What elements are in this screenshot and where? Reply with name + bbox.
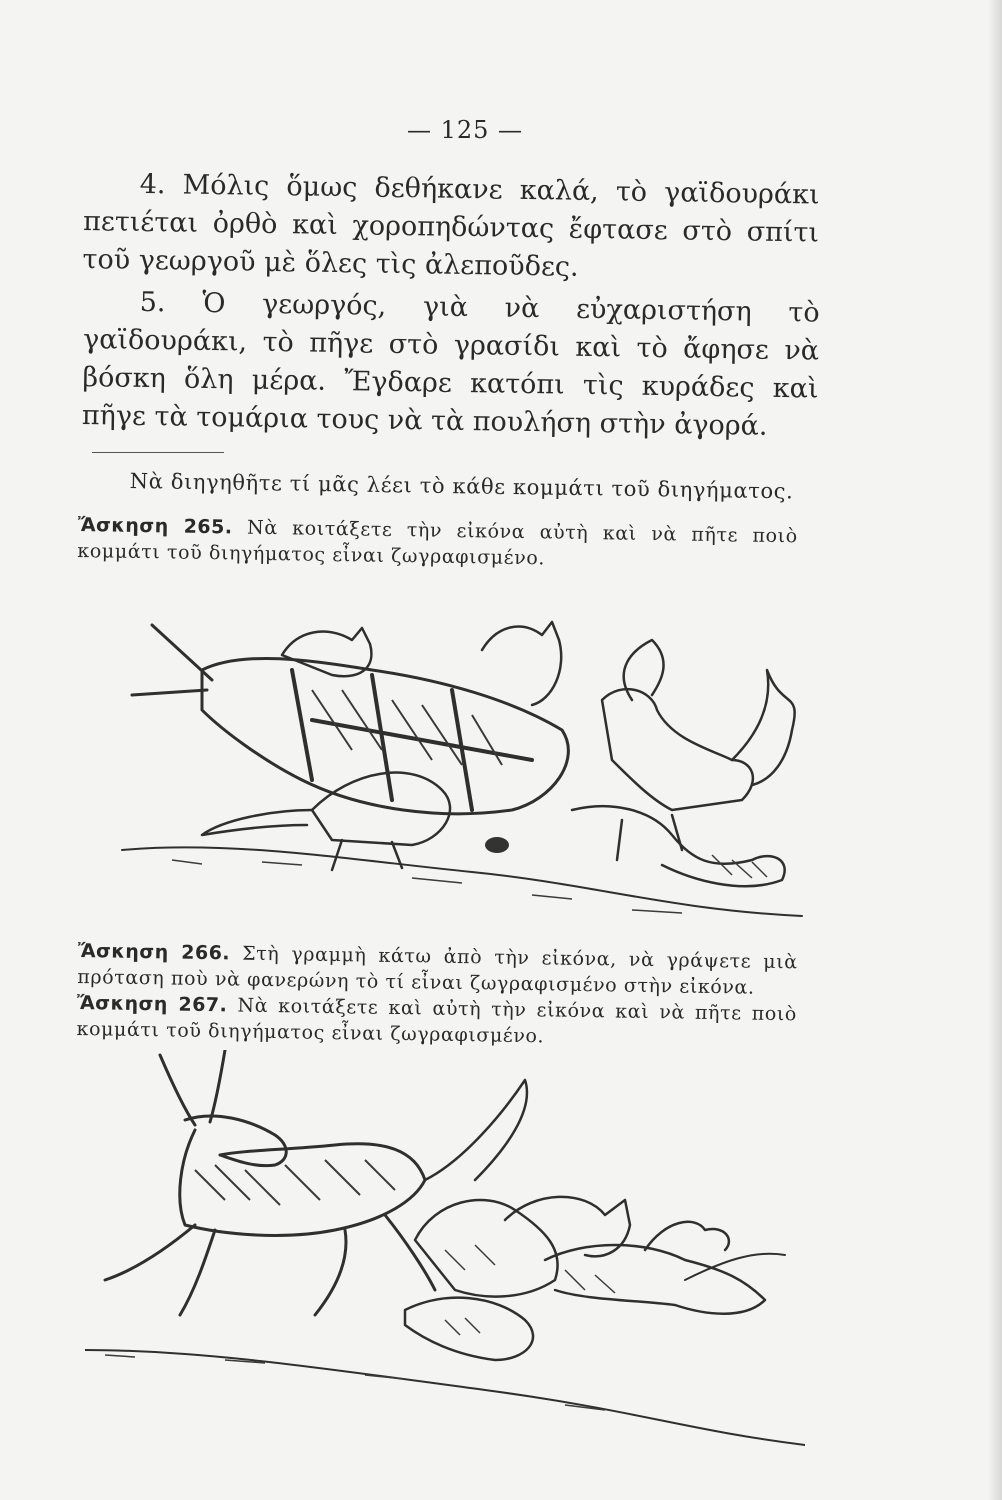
exercise-265 <box>77 512 798 575</box>
page-number: — 125 — <box>406 116 524 144</box>
exercise-265-text: Νὰ κοιτάξετε τὴν εἰκόνα αὐτὴ καὶ νὰ πῆτε ποιὸ κομμάτι τοῦ διηγήματος εἶναι ζωγραφισμένο. <box>77 516 798 570</box>
exercise-266-label: Ἄσκηση 266. <box>77 939 231 965</box>
paragraph-5 <box>82 283 820 447</box>
donkey-lying-with-foxes-illustration <box>112 610 812 930</box>
donkey-running-dragging-foxes-illustration <box>85 1050 805 1470</box>
retell-instruction: Νὰ διηγηθῆτε τί μᾶς λέει τὸ κάθε κομμάτι τοῦ διηγήματος. <box>129 468 794 504</box>
exercise-265-label: Ἄσκηση 265. <box>77 513 233 539</box>
page-edge-shadow <box>988 0 1002 1500</box>
exercise-267-text: Νὰ κοιτάξετε καὶ αὐτὴ τὴν εἰκόνα καὶ νὰ πῆτε ποιὸ κομμάτι τοῦ διηγήματος εἶναι ζωγραφισμένο. <box>76 994 798 1048</box>
paragraph-4 <box>82 165 820 291</box>
exercise-266-text: Στὴ γραμμὴ κάτω ἀπὸ τὴν εἰκόνα, νὰ γράψετε μιὰ πρόταση ποὺ νὰ φανερώνη τὸ τί εἶναι ζωγραφισμένο στὴν εἰκόνα. <box>77 942 798 999</box>
exercises-266-267 <box>76 938 798 1053</box>
exercise-267-label: Ἄσκηση 267. <box>76 991 228 1017</box>
section-divider <box>92 452 224 453</box>
paragraph-5-text: 5. Ὁ γεωργός, γιὰ νὰ εὐχαριστήση τὸ γαϊδουράκι, τὸ πῆγε στὸ γρασίδι καὶ τὸ ἄφησε νὰ βόσκη ὅλη μέρα. Ἔγδαρε κατόπι τὶς κυράδες καὶ πῆγε τὰ τομάρια τους νὰ τὰ πουλήση στὴν ἀγορά. <box>81 286 820 442</box>
paragraph-4-text: 4. Μόλις ὅμως δεθήκανε καλά, τὸ γαϊδουράκι πετιέται ὀρθὸ καὶ χοροπηδώντας ἔφτασε στὸ σπίτι τοῦ γεωργοῦ μὲ ὅλες τὶς ἀλεποῦδες. <box>82 168 820 283</box>
